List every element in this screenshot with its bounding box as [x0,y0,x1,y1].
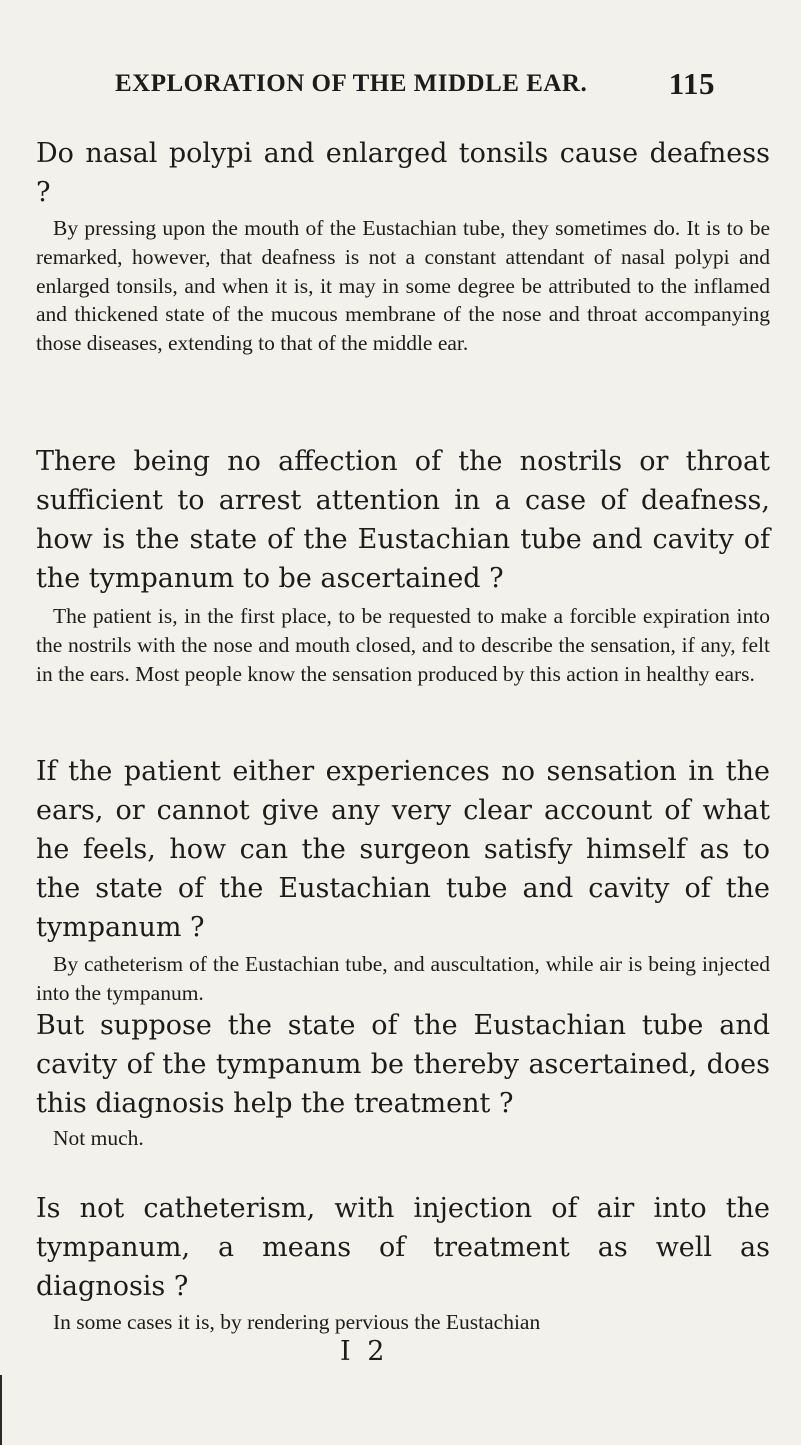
signature-mark: I 2 [340,1336,389,1367]
question-1: Do nasal polypi and enlarged tonsils cause deafness ? [36,138,770,208]
answer-5: In some cases it is, by rendering pervious the Eustachian [53,1310,541,1334]
qa-section-2 [36,442,770,688]
running-head [115,66,715,101]
question-2: There being no affection of the nostrils or throat sufficient to arrest attention in a case of deafness, how is the state of the Eustachian tube and cavity of the tympanum to be ascertained ? [36,446,770,594]
answer-3: By catheterism of the Eustachian tube, and auscultation, while air is being injected into the tympanum. [36,952,770,1005]
qa-section-1 [36,134,770,358]
page-number: 115 [668,66,715,101]
question-5: Is not catheterism, with injection of air into the tympanum, a means of treatment as well as diagnosis ? [36,1193,770,1302]
answer-4: Not much. [53,1126,144,1150]
question-3: If the patient either experiences no sensation in the ears, or cannot give any very clear account of what he feels, how can the surgeon satisfy himself as to the state of the Eustachian tube and cavity of the tympanum ? [36,756,770,943]
qa-section-4 [36,1006,770,1153]
page-edge-line [0,1375,2,1445]
answer-1: By pressing upon the mouth of the Eustachian tube, they sometimes do. It is to be remarked, however, that deafness is not a constant attendant of nasal polypi and enlarged tonsils, and when it is, it may in some degree be attributed to the inflamed and thickened state of the mucous membrane of the nose and throat accompanying those diseases, extending to that of the middle ear. [36,216,770,356]
qa-section-5 [36,1189,770,1337]
running-head-title: EXPLORATION OF THE MIDDLE EAR. [115,70,588,97]
answer-2: The patient is, in the first place, to be requested to make a forcible expiration into the nostrils with the nose and mouth closed, and to describe the sensation, if any, felt in the ears. Most people know the sensation produced by this action in healthy ears. [36,604,770,686]
question-4: But suppose the state of the Eustachian tube and cavity of the tympanum be thereby ascertained, does this diagnosis help the treatment ? [36,1010,770,1119]
qa-section-3 [36,752,770,1008]
